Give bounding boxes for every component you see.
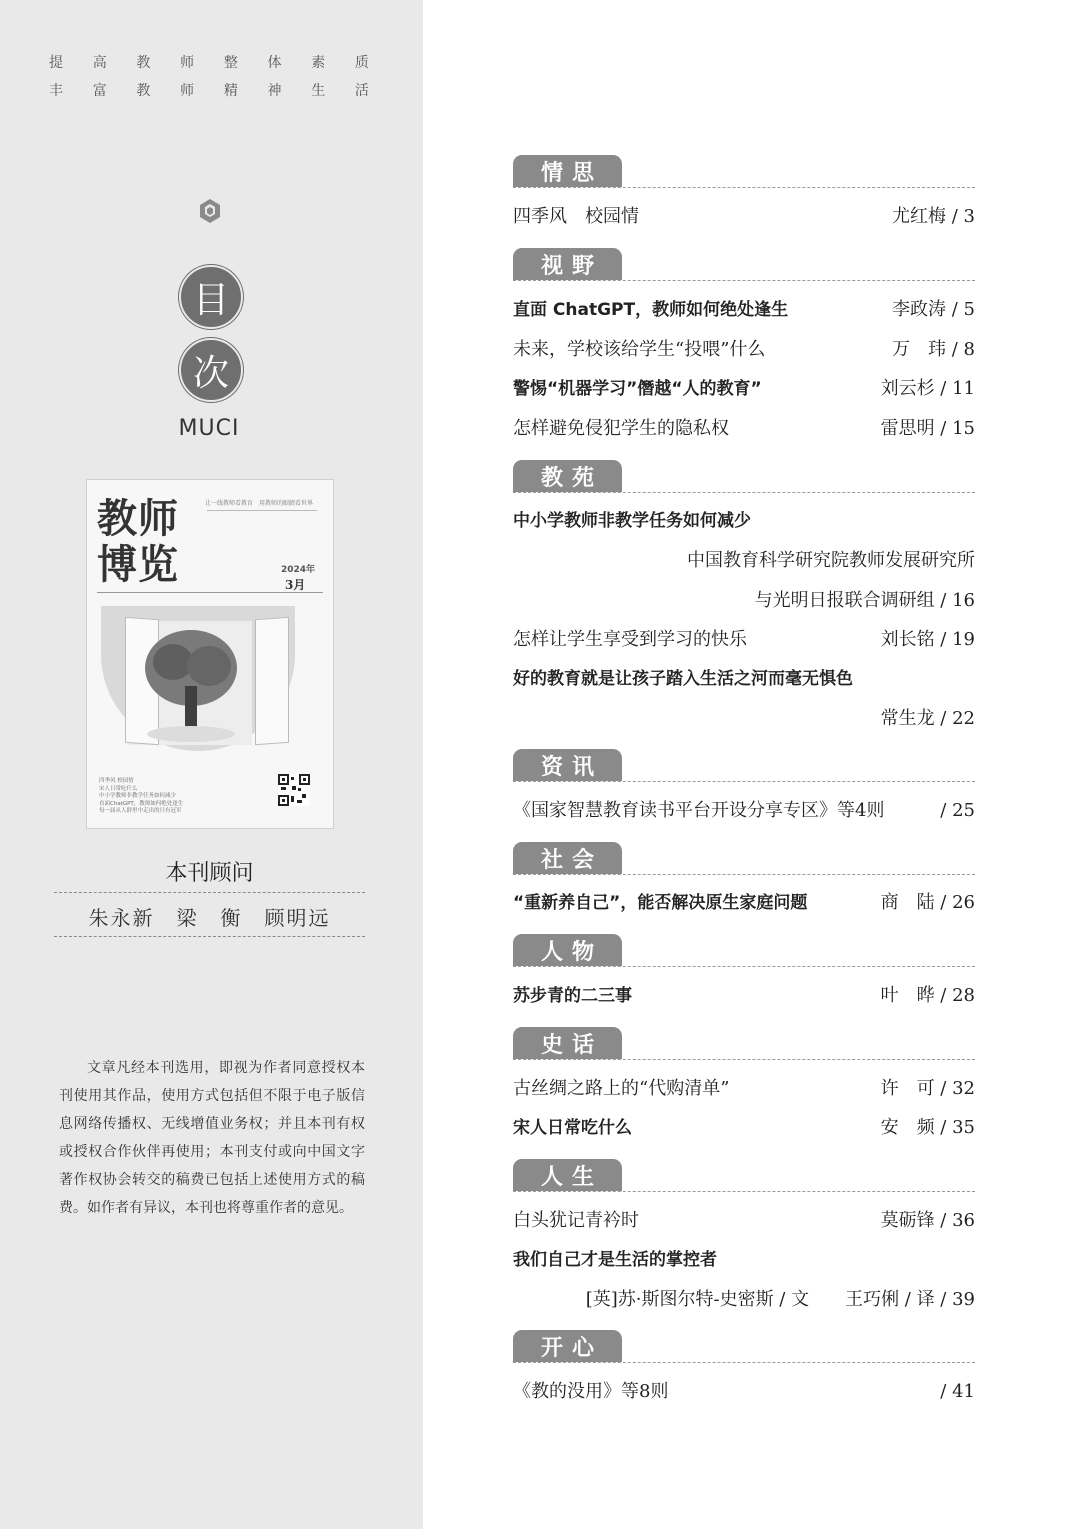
toc-entry-author-page: 莫砺锋 / 36 bbox=[880, 1210, 975, 1231]
toc-entry[interactable] bbox=[513, 706, 975, 732]
heading-pinyin: MUCI bbox=[178, 416, 240, 441]
cover-title-line-1: 教师 bbox=[97, 496, 179, 542]
toc-entry-author-page: 与光明日报联合调研组 / 16 bbox=[754, 590, 975, 611]
cover-right-door bbox=[255, 617, 289, 745]
toc-entry-author-page: 李政涛 / 5 bbox=[892, 299, 975, 320]
toc-entry[interactable] bbox=[513, 548, 975, 574]
section-header bbox=[513, 1330, 975, 1363]
toc-entry-title: 怎样避免侵犯学生的隐私权 bbox=[513, 418, 729, 439]
slogan-char: 丰 bbox=[49, 83, 63, 99]
copyright-notice: 文章凡经本刊选用，即视为作者同意授权本刊使用其作品，使用方式包括但不限于电子版信息网络传播权、无线增值业务权；并且本刊有权或授权合作伙伴再使用；本刊支付或向中国文字著作权协会转交的稿费已包括上述使用方式的稿费。如作者有异议，本刊也将尊重作者的意见。 bbox=[59, 1060, 365, 1216]
toc-entry[interactable] bbox=[513, 1115, 975, 1141]
toc-entry[interactable] bbox=[513, 666, 975, 692]
cover-contents-item: 中小学教师非教学任务如何减少 bbox=[99, 793, 177, 799]
slogan-line-2 bbox=[48, 80, 370, 100]
toc-entry[interactable] bbox=[513, 1208, 975, 1234]
slogan-char: 素 bbox=[311, 55, 326, 71]
section-header bbox=[513, 749, 975, 782]
slogan-char: 精 bbox=[223, 83, 238, 99]
toc-entry-title: 未来，学校该给学生“投喂”什么 bbox=[513, 339, 766, 360]
toc-entry-author-page: 安 频 / 35 bbox=[880, 1117, 975, 1138]
cover-contents-item: 四季风 校园情 bbox=[99, 778, 134, 784]
toc-entry[interactable] bbox=[513, 627, 975, 653]
slogan-char: 整 bbox=[223, 55, 238, 71]
cover-tagline-2: 用教师的眼睛看世界 bbox=[259, 500, 314, 507]
cover-title-line-2: 博览 bbox=[97, 542, 179, 588]
toc-entry-author-page: [英]苏·斯图尔特-史密斯 / 文 王巧俐 / 译 / 39 bbox=[585, 1289, 975, 1310]
toc-entry[interactable] bbox=[513, 416, 975, 442]
section-label: 社会 bbox=[513, 842, 622, 874]
section-label: 教苑 bbox=[513, 460, 622, 492]
section-label: 视野 bbox=[513, 248, 622, 280]
toc-entry-title: 《教的没用》等8则 bbox=[513, 1381, 669, 1402]
section-header bbox=[513, 842, 975, 875]
slogan-char: 师 bbox=[180, 83, 195, 99]
slogan-char: 教 bbox=[136, 83, 151, 99]
toc-entry-title: 好的教育就是让孩子踏入生活之河而毫无惧色 bbox=[513, 669, 853, 689]
toc-entry-title: 苏步青的二三事 bbox=[513, 986, 632, 1006]
toc-entry-author-page: 商 陆 / 26 bbox=[880, 892, 975, 913]
toc-entry[interactable] bbox=[513, 983, 975, 1009]
advisor-divider-bottom bbox=[54, 936, 365, 937]
toc-entry-author-page: 叶 晔 / 28 bbox=[880, 985, 975, 1006]
toc-entry-title: 怎样让学生享受到学习的快乐 bbox=[513, 629, 747, 650]
cover-year: 2024年 bbox=[281, 565, 316, 575]
toc-entry-title: 中小学教师非教学任务如何减少 bbox=[513, 511, 751, 531]
cover-contents-list bbox=[99, 778, 183, 816]
magazine-logo-icon bbox=[199, 198, 221, 224]
slogan-char: 师 bbox=[180, 55, 195, 71]
toc-entry[interactable] bbox=[513, 376, 975, 402]
toc-entry-author-page: / 25 bbox=[940, 800, 975, 821]
section-label: 资讯 bbox=[513, 749, 622, 781]
toc-entry[interactable] bbox=[513, 588, 975, 614]
slogan-char: 富 bbox=[92, 83, 107, 99]
section-label: 史话 bbox=[513, 1027, 622, 1059]
qr-code-icon bbox=[278, 774, 310, 806]
heading-char-ci: 次 bbox=[179, 338, 243, 402]
cover-rule bbox=[207, 510, 317, 515]
slogan-char: 活 bbox=[354, 83, 369, 99]
section-header bbox=[513, 1159, 975, 1192]
toc-entry-author-page: 中国教育科学研究院教师发展研究所 bbox=[687, 550, 975, 571]
sidebar bbox=[0, 0, 423, 1529]
toc-entry[interactable] bbox=[513, 204, 975, 230]
toc-entry-author-page: / 41 bbox=[940, 1381, 975, 1402]
toc-entry-title: 白头犹记青衿时 bbox=[513, 1210, 639, 1231]
slogan-char: 神 bbox=[267, 83, 282, 99]
cover-tagline-1: 让一线教师看教育 bbox=[205, 500, 254, 507]
toc-entry-title: 《国家智慧教育读书平台开设分享专区》等4则 bbox=[513, 800, 885, 821]
toc-entry[interactable] bbox=[513, 890, 975, 916]
cover-month: 3月 bbox=[285, 578, 306, 592]
toc-entry[interactable] bbox=[513, 1287, 975, 1313]
toc-entry-author-page: 刘长铭 / 19 bbox=[880, 629, 975, 650]
slogan-char: 生 bbox=[311, 83, 326, 99]
advisor-title: 本刊顾问 bbox=[165, 861, 254, 886]
section-header bbox=[513, 1027, 975, 1060]
slogan-char: 体 bbox=[267, 55, 282, 71]
cover-contents-item: 直面ChatGPT，教师如何绝处逢生 bbox=[99, 800, 184, 807]
toc-entry[interactable] bbox=[513, 337, 975, 363]
section-header bbox=[513, 248, 975, 281]
toc-entry-title: 警惕“机器学习”僭越“人的教育” bbox=[513, 379, 762, 399]
section-label: 人物 bbox=[513, 934, 622, 966]
toc-entry[interactable] bbox=[513, 1379, 975, 1405]
slogan-char: 质 bbox=[354, 55, 369, 71]
toc-entry-title: 四季风 校园情 bbox=[513, 206, 639, 227]
heading-char-mu: 目 bbox=[179, 265, 243, 329]
toc-entry-title: 我们自己才是生活的掌控者 bbox=[513, 1250, 717, 1270]
toc-entry-author-page: 许 可 / 32 bbox=[880, 1078, 975, 1099]
slogan-char: 高 bbox=[92, 55, 107, 71]
magazine-cover-image bbox=[86, 479, 334, 829]
cover-divider bbox=[97, 592, 323, 593]
slogan-char: 教 bbox=[136, 55, 151, 71]
cover-title bbox=[97, 496, 179, 588]
toc-entry[interactable] bbox=[513, 1247, 975, 1273]
toc-entry-title: 古丝绸之路上的“代购清单” bbox=[513, 1078, 730, 1099]
toc-entry-author-page: 常生龙 / 22 bbox=[880, 708, 975, 729]
advisor-divider-top bbox=[54, 892, 365, 893]
section-header bbox=[513, 934, 975, 967]
section-header bbox=[513, 155, 975, 188]
toc-entry[interactable] bbox=[513, 508, 975, 534]
cover-contents-item: 宋人日常吃什么 bbox=[99, 785, 138, 792]
section-label: 人生 bbox=[513, 1159, 622, 1191]
toc-entry[interactable] bbox=[513, 1076, 975, 1102]
cover-tree-icon bbox=[143, 626, 239, 742]
section-header bbox=[513, 460, 975, 493]
advisor-names: 朱永新 梁 衡 顾明远 bbox=[88, 906, 331, 930]
toc-entry-author-page: 雷思明 / 15 bbox=[880, 418, 975, 439]
slogan-line-1 bbox=[48, 52, 370, 72]
cover-contents-item: 每一届从人群里中走出的只有冠军 bbox=[99, 808, 182, 814]
toc-entry-author-page: 尤红梅 / 3 bbox=[892, 206, 975, 227]
toc-entry-author-page: 万 玮 / 8 bbox=[892, 339, 975, 360]
slogan-char: 提 bbox=[49, 55, 63, 71]
toc-entry-author-page: 刘云杉 / 11 bbox=[880, 378, 975, 399]
toc-entry-title: 宋人日常吃什么 bbox=[513, 1118, 632, 1138]
section-label: 开心 bbox=[513, 1330, 622, 1362]
section-label: 情思 bbox=[513, 155, 622, 187]
toc-entry-title: “重新养自己”，能否解决原生家庭问题 bbox=[513, 893, 808, 913]
toc-entry[interactable] bbox=[513, 297, 975, 323]
toc-entry-title: 直面 ChatGPT，教师如何绝处逢生 bbox=[513, 300, 789, 320]
toc-entry[interactable] bbox=[513, 798, 975, 824]
